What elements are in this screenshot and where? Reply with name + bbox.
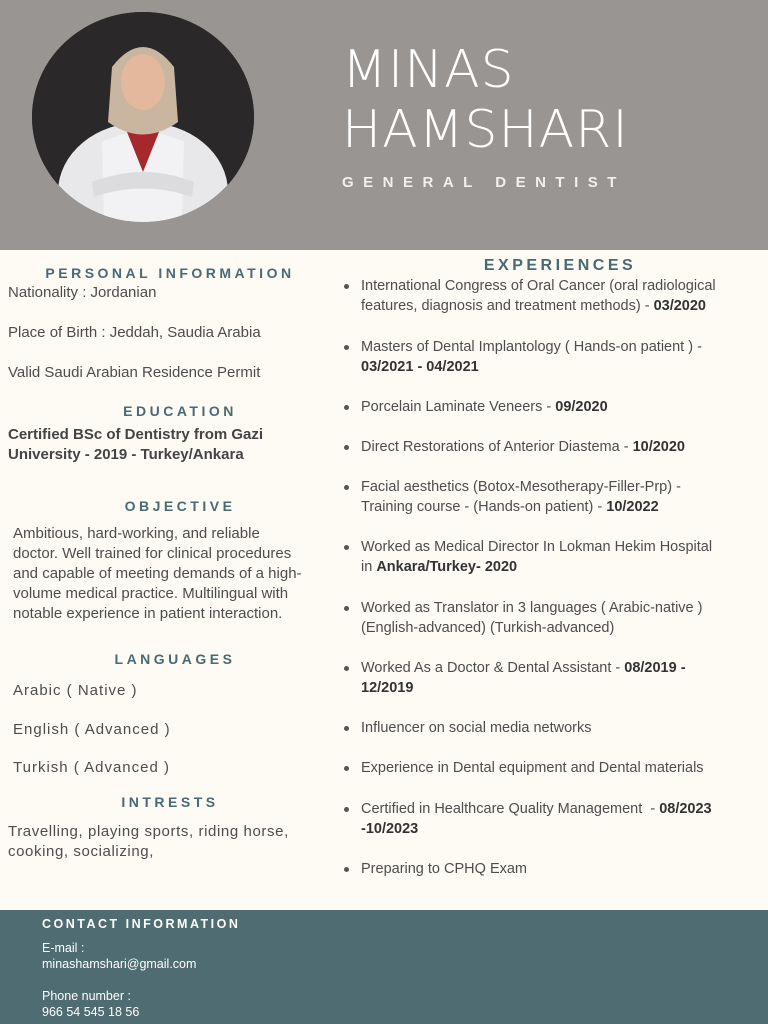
contact-heading: CONTACT INFORMATION [42,917,241,931]
experiences-heading: EXPERIENCES [483,257,637,274]
experience-item: Porcelain Laminate Veneers - 09/2020 [340,397,760,417]
profile-photo [32,12,254,222]
education-line-1: Certified BSc of Dentistry from Gazi [8,426,264,443]
experience-item: Facial aesthetics (Botox-Mesotherapy-Filler-Prp) - Training course - (Hands-on patient) - 10/2022 [340,477,760,517]
experience-item: Influencer on social media networks [340,718,760,738]
objective-line: notable experience in patient interaction. [13,605,283,622]
email-label: E-mail : [42,941,85,955]
full-name [342,40,742,160]
objective-line: Ambitious, hard-working, and reliable [13,525,260,542]
experience-item: Direct Restorations of Anterior Diastema - 10/2020 [340,437,760,457]
objective-line: volume medical practice. Multilingual with [13,585,289,602]
language-item: English ( Advanced ) [13,721,171,738]
header-banner [0,0,768,250]
objective-line: and capable of meeting demands of a high- [13,565,302,582]
education-line-2: University - 2019 - Turkey/Ankara [8,446,244,463]
experience-item: Certified in Healthcare Quality Management - 08/2023 -10/2023 [340,799,760,839]
experience-item: Worked as Medical Director In Lokman Hekim Hospital in Ankara/Turkey- 2020 [340,537,760,577]
experience-item: Masters of Dental Implantology ( Hands-on patient ) - 03/2021 - 04/2021 [340,337,760,377]
experience-item: Preparing to CPHQ Exam [340,859,760,879]
phone-number[interactable]: 966 54 545 18 56 [42,1005,140,1019]
phone-label: Phone number : [42,989,131,1003]
personal-info-heading: PERSONAL INFORMATION [45,265,295,281]
languages-heading: LANGUAGES [114,651,236,667]
residence-permit: Valid Saudi Arabian Residence Permit [8,364,261,381]
objective-line: doctor. Well trained for clinical procedures [13,545,292,562]
interests-line-2: cooking, socializing, [8,843,155,860]
first-name: MINAS [342,40,515,100]
email-address[interactable]: minashamshari@gmail.com [42,957,197,971]
interests-heading: INTRESTS [121,794,219,810]
nationality: Nationality : Jordanian [8,284,157,301]
experience-item: Experience in Dental equipment and Dental materials [340,758,760,778]
job-title: GENERAL DENTIST [342,174,626,191]
language-item: Turkish ( Advanced ) [13,759,170,776]
interests-line-1: Travelling, playing sports, riding horse, [8,823,289,840]
experience-item: International Congress of Oral Cancer (oral radiological features, diagnosis and treatment methods) - 03/2020 [340,276,760,316]
place-of-birth: Place of Birth : Jeddah, Saudia Arabia [8,324,261,341]
objective-heading: OBJECTIVE [124,498,236,514]
contact-footer [0,910,768,1024]
education-heading: EDUCATION [123,403,237,419]
language-item: Arabic ( Native ) [13,682,138,699]
experience-item: Worked As a Doctor & Dental Assistant - 08/2019 - 12/2019 [340,658,760,698]
last-name: HAMSHARI [342,100,629,160]
experience-item: Worked as Translator in 3 languages ( Arabic-native ) (English-advanced) (Turkish-advanced) [340,598,760,638]
